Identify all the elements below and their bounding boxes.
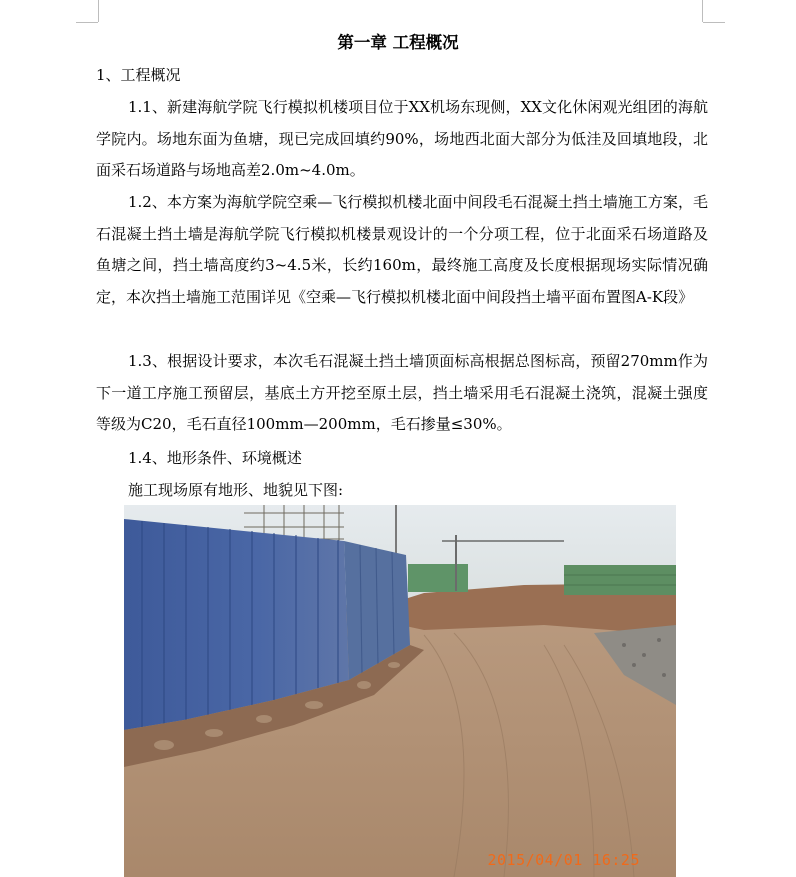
site-photo-illustration xyxy=(124,505,676,877)
paragraph-1-4-heading: 1.4、地形条件、环境概述 xyxy=(128,449,302,467)
section-heading: 1、工程概况 xyxy=(96,66,181,84)
photo-timestamp: 2015/04/01 16:25 xyxy=(487,851,640,869)
crop-mark-top-right-vertical xyxy=(702,0,703,22)
paragraph-1-3: 1.3、根据设计要求，本次毛石混凝土挡土墙顶面标高根据总图标高，预留270mm作为下一道工序施工预留层，基底土方开挖至原土层，挡土墙采用毛石混凝土浇筑，混凝土强度等级为C20，毛石直径100mm—200mm，毛石掺量≤30%。 xyxy=(96,352,708,433)
crop-mark-top-left-vertical xyxy=(98,0,99,22)
paragraph-1-1: 1.1、新建海航学院飞行模拟机楼项目位于XX机场东现侧，XX文化休闲观光组团的海航学院内。场地东面为鱼塘，现已完成回填约90%，场地西北面大部分为低洼及回填地段，北面采石场道路与场地高差2.0m~4.0m。 xyxy=(96,98,708,179)
site-photo xyxy=(124,505,676,877)
chapter-title: 第一章 工程概况 xyxy=(337,33,459,52)
crop-mark-top-left-horizontal xyxy=(76,22,98,23)
photo-caption: 施工现场原有地形、地貌见下图: xyxy=(128,481,344,499)
paragraph-1-2: 1.2、本方案为海航学院空乘—飞行模拟机楼北面中间段毛石混凝土挡土墙施工方案，毛石混凝土挡土墙是海航学院飞行模拟机楼景观设计的一个分项工程，位于北面采石场道路及鱼塘之间，挡土墙高度约3~4.5米，长约160m，最终施工高度及长度根据现场实际情况确定，本次挡土墙施工范围详见《空乘—飞行模拟机楼北面中间段挡土墙平面布置图A-K段》 xyxy=(96,193,708,306)
crop-mark-top-right-horizontal xyxy=(703,22,725,23)
